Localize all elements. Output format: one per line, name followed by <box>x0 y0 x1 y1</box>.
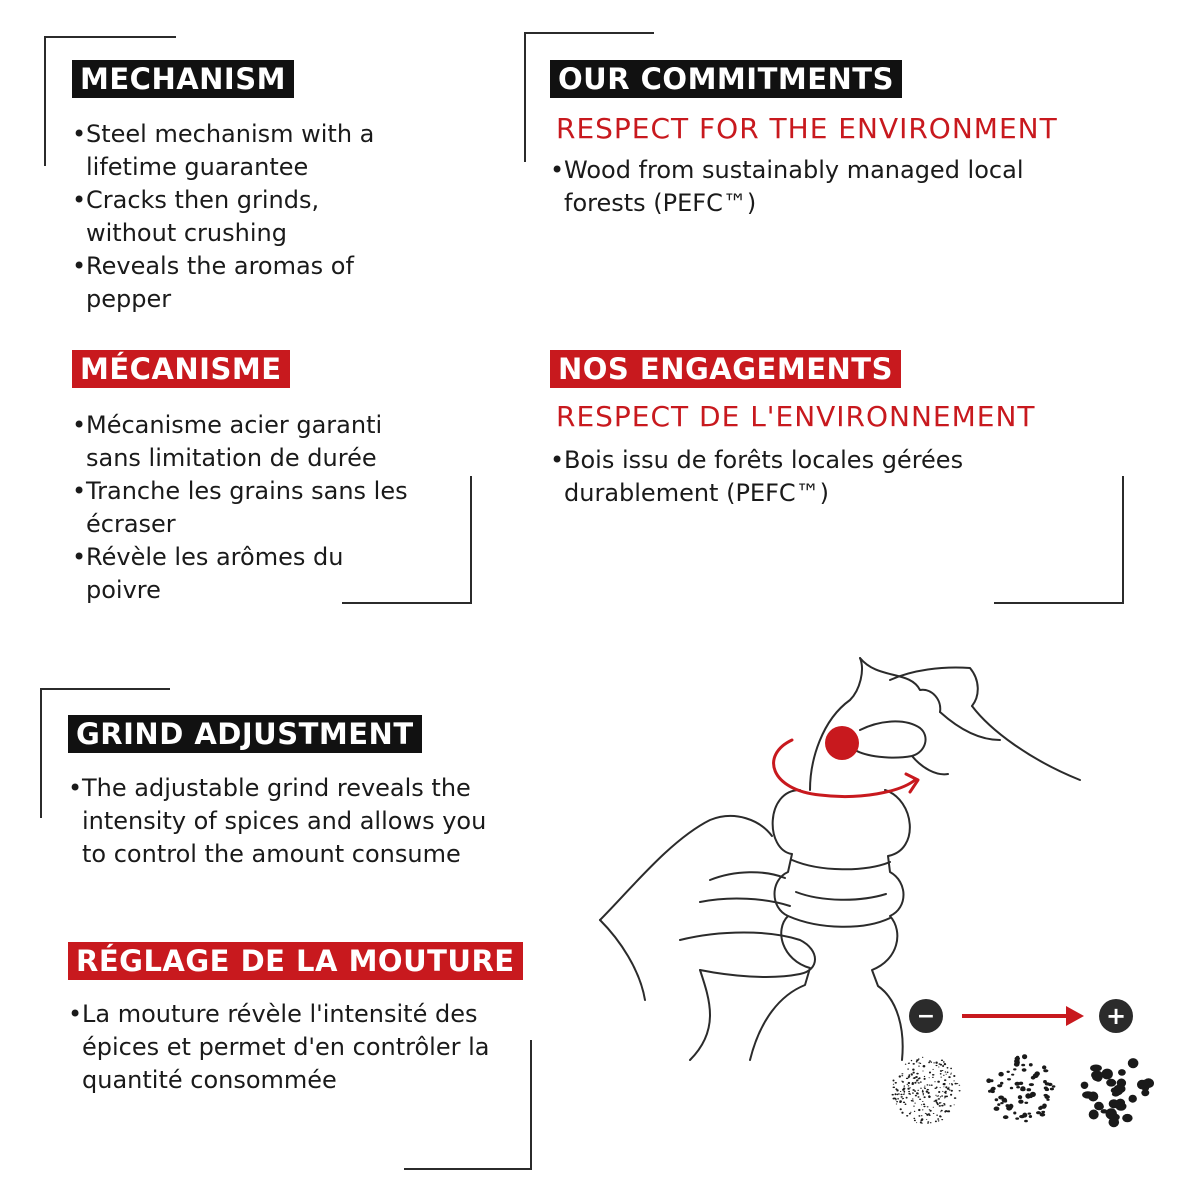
list-item: • La mouture révèle l'intensité des épices et permet d'en contrôler la quantité consommée <box>68 998 513 1097</box>
list-item: • Révèle les arômes du poivre <box>72 541 417 607</box>
mecanisme-heading: MÉCANISME <box>72 350 290 388</box>
list-item: • Steel mechanism with a lifetime guarantee <box>72 118 392 184</box>
commitments-bullet-list <box>550 154 1090 220</box>
mechanism-heading: MECHANISM <box>72 60 294 98</box>
list-item: • Reveals the aromas of pepper <box>72 250 392 316</box>
grind-arrow-head <box>1066 1006 1084 1026</box>
list-item: • Mécanisme acier garanti sans limitation de durée <box>72 409 417 475</box>
commitments-subtitle: RESPECT FOR THE ENVIRONMENT <box>556 112 1058 145</box>
minus-symbol: − <box>916 1004 936 1029</box>
list-item: • Cracks then grinds, without crushing <box>72 184 392 250</box>
coarse-grind-icon <box>1081 1058 1154 1127</box>
fine-grind-icon <box>892 1057 961 1124</box>
grind-scale <box>880 990 1170 1140</box>
medium-grind-icon <box>986 1054 1055 1122</box>
mecanisme-bullet-list <box>72 409 417 607</box>
list-item: • Tranche les grains sans les écraser <box>72 475 417 541</box>
list-item: • Bois issu de forêts locales gérées durablement (PEFC™) <box>550 444 1030 510</box>
grind-adjustment-bullet-list <box>68 772 518 871</box>
engagements-subtitle: RESPECT DE L'ENVIRONNEMENT <box>556 400 1036 433</box>
engagements-heading: NOS ENGAGEMENTS <box>550 350 901 388</box>
engagements-bullet-list <box>550 444 1030 510</box>
reglage-heading: RÉGLAGE DE LA MOUTURE <box>68 942 523 980</box>
plus-symbol: + <box>1105 1002 1127 1030</box>
reglage-bullet-list <box>68 998 513 1097</box>
grind-adjustment-heading: GRIND ADJUSTMENT <box>68 715 422 753</box>
list-item: • Wood from sustainably managed local forests (PEFC™) <box>550 154 1090 220</box>
commitments-heading: OUR COMMITMENTS <box>550 60 902 98</box>
mechanism-bullet-list <box>72 118 392 316</box>
list-item: • The adjustable grind reveals the intensity of spices and allows you to control the amount consume <box>68 772 518 871</box>
